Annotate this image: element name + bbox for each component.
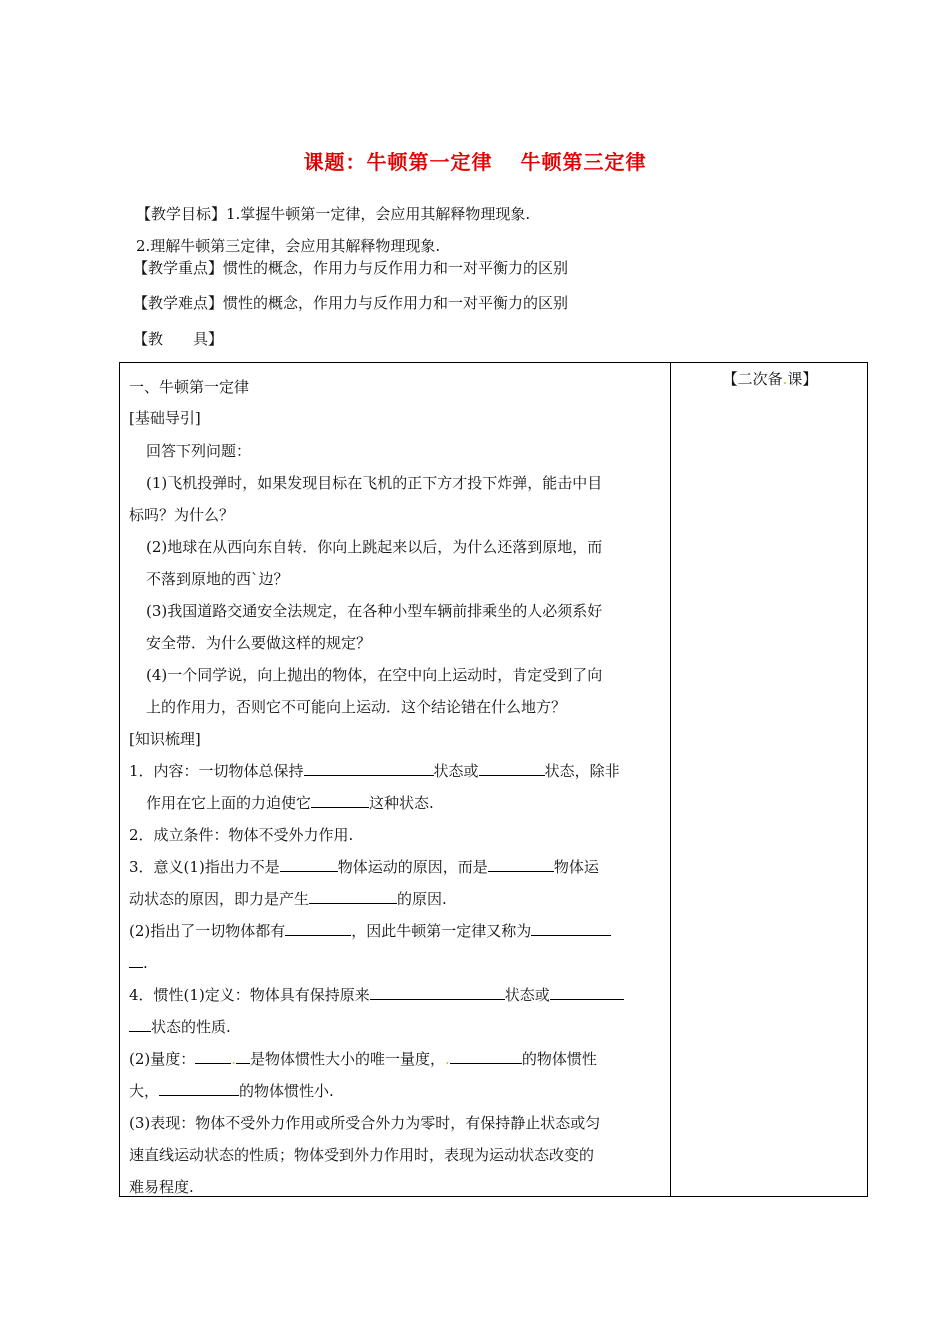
blank-line [236,1049,250,1064]
k3b-text-3: . [143,954,148,972]
k4-text-2: 状态或 [504,986,550,1004]
column-divider [670,362,671,1197]
blank-line [550,985,624,1000]
blank-line [309,889,397,904]
blank-line [285,921,351,936]
question-1-line-2: 标吗？为什么？ [129,506,235,524]
k3-text-4: 动状态的原因，即力是产生 [129,890,310,908]
k3-text-2: 物体运动的原因，而是 [337,858,488,876]
knowledge-2: 2．成立条件：物体不受外力作用. [129,826,354,844]
title-part2: 牛顿第三定律 [520,150,647,174]
blank-line [311,793,369,808]
knowledge-3-line-2 [129,889,447,909]
title-part1: 课题：牛顿第一定律 [303,150,493,174]
blank-line [370,985,505,1000]
mark-dot: . [782,370,788,388]
answer-prompt: 回答下列问题： [146,442,252,460]
difficulty-text-b: 作用力和一对平衡力的区别 [388,294,569,312]
blank-line [531,921,611,936]
question-2-line-2: 不落到原地的西`边？ [146,570,289,588]
k1-text-4: 作用在它上面的力迫使它 [146,794,312,812]
k1-text-5: 这种状态. [369,794,434,812]
blank-line [195,1049,231,1064]
page-title [0,146,950,175]
k4b-mark: . [231,1050,237,1068]
k3-text-3: 物体运 [553,858,599,876]
basic-guide-heading: [基础导引] [129,409,201,427]
difficulty [133,293,568,313]
knowledge-3b-line-1 [129,921,611,941]
second-prep-label-b: 课】 [787,370,818,388]
blank-line [488,857,554,872]
knowledge-4c-line-3: 难易程度. [129,1178,194,1196]
blank-line [159,1081,239,1096]
knowledge-4c-line-1: (3)表现：物体不受外力作用或所受合外力为零时，有保持静止状态或匀 [129,1114,601,1132]
objective-1: 【教学目标】1.掌握牛顿第一定律，会应用其解释物理现象. [136,205,531,223]
knowledge-4-line-1 [129,985,624,1005]
second-prep-label-a: 【二次备 [722,370,783,388]
blank-line [129,953,143,968]
objective-2: 2.理解牛顿第三定律，会应用其解释物理现象. [136,237,441,255]
question-4-line-1: (4)一个同学说，向上抛出的物体，在空中向上运动时，肯定受到了向 [146,666,603,684]
section-heading: 一、牛顿第一定律 [129,378,250,396]
k4b-mark-2: . [445,1050,450,1068]
knowledge-4-line-2 [129,1017,231,1037]
blank-line [450,1049,522,1064]
question-2-line-1: (2)地球在从西向东自转．你向上跳起来以后，为什么还落到原地，而 [146,538,603,556]
k3b-text-2: ，因此牛顿第一定律又称为 [351,922,532,940]
tools-label: 【教 具】 [133,330,224,348]
knowledge-4c-line-2: 速直线运动状态的性质；物体受到外力作用时，表现为运动状态改变的 [129,1146,595,1164]
knowledge-heading: [知识梳理] [129,730,201,748]
k1-text-1: 1．内容：一切物体总保持 [129,762,304,780]
k4b-text-4: 大， [129,1082,160,1100]
k4-text-3: 状态的性质. [151,1018,231,1036]
k4b-text-1: (2)量度： [129,1050,196,1068]
knowledge-4b-line-2 [129,1081,334,1101]
knowledge-4b-line-1 [129,1049,597,1069]
blank-line [129,1017,151,1032]
difficulty-text-a: 【教学难点】惯性的概念，作用力与反 [133,294,389,312]
k4b-text-5: 的物体惯性小. [239,1082,334,1100]
blank-line [304,761,434,776]
knowledge-3-line-1 [129,857,599,877]
blank-line [280,857,338,872]
knowledge-1-line-1 [129,761,620,781]
question-4-line-2: 上的作用力，否则它不可能向上运动．这个结论错在什么地方？ [146,698,567,716]
k4b-text-2: 是物体惯性大小的唯一量度， [250,1050,446,1068]
k4-text-1: 4．惯性(1)定义：物体具有保持原来 [129,986,370,1004]
k3b-text-1: (2)指出了一切物体都有 [129,922,286,940]
k1-text-2: 状态或 [433,762,479,780]
question-3-line-1: (3)我国道路交通安全法规定，在各种小型车辆前排乘坐的人必须系好 [146,602,603,620]
second-prep-header [672,368,868,389]
k3-text-5: 的原因. [397,890,447,908]
knowledge-1-line-2 [146,793,434,813]
k3-text-1: 3．意义(1)指出力不是 [129,858,280,876]
question-3-line-2: 安全带．为什么要做这样的规定？ [146,634,372,652]
question-1-line-1: (1)飞机投弹时，如果发现目标在飞机的正下方才投下炸弹，能击中目 [146,474,603,492]
knowledge-3b-line-2 [129,953,148,973]
k1-text-3: 状态，除非 [544,762,620,780]
k4b-text-3: 的物体惯性 [521,1050,597,1068]
blank-line [479,761,545,776]
key-point: 【教学重点】惯性的概念，作用力与反作用力和一对平衡力的区别 [133,259,569,277]
